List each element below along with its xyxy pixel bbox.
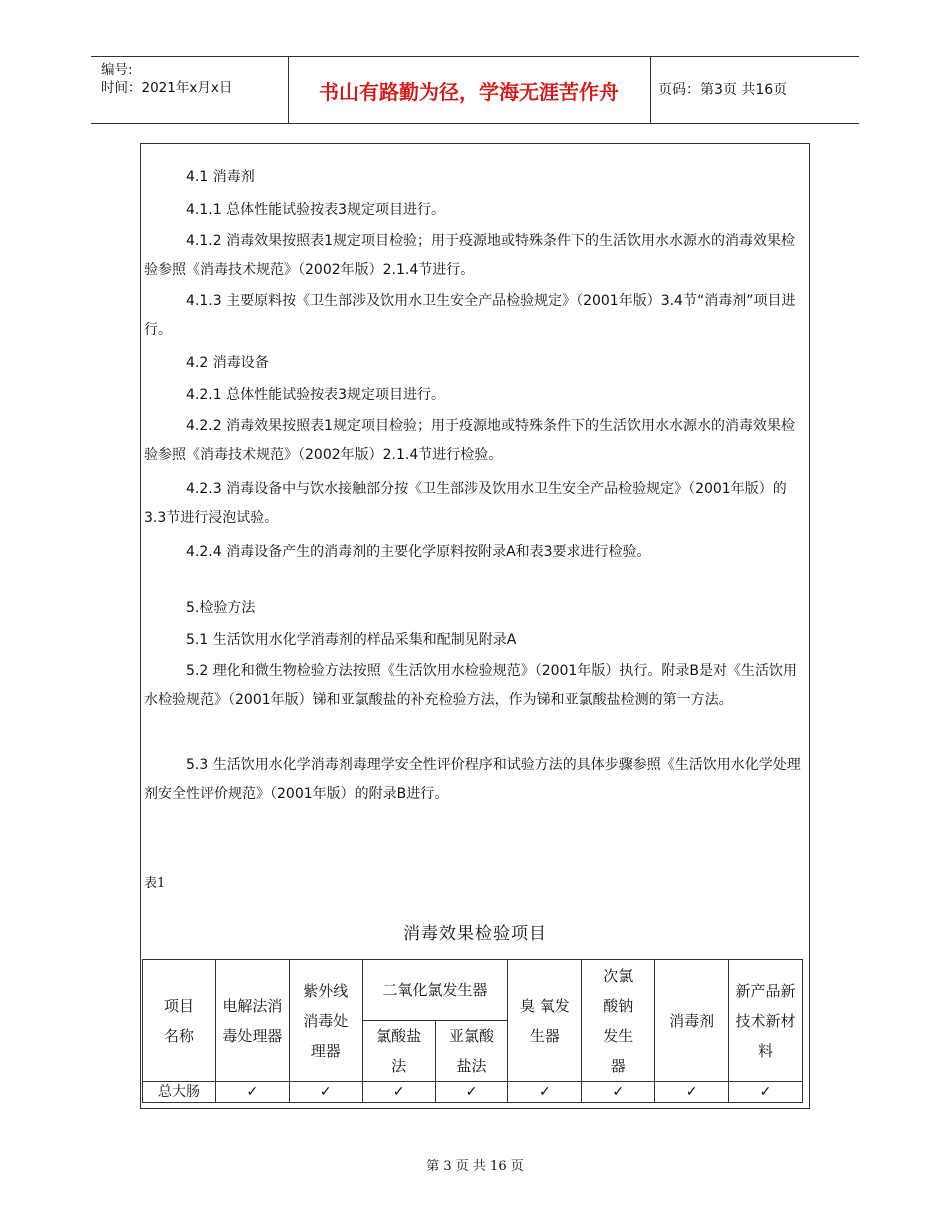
check-mark: ✓ [582, 1082, 655, 1103]
paragraph: 5.1 生活饮用水化学消毒剂的样品采集和配制见附录A [186, 632, 517, 648]
paragraph: 5.2 理化和微生物检验方法按照《生活饮用水检验规范》（2001年版）执行。附录B是对《生活饮用水检验规范》（2001年版）锑和亚氯酸盐的补充检验方法，作为锑和亚氯酸盐检测的第一方法。 [144, 663, 797, 708]
header-new-products: 新产品新技术新材料 [729, 960, 803, 1082]
content-frame [140, 143, 810, 1109]
paragraph: 5.3 生活饮用水化学消毒剂毒理学安全性评价程序和试验方法的具体步骤参照《生活饮用水化学处理剂安全性评价规范》（2001年版）的附录B进行。 [144, 757, 801, 802]
table-title: 消毒效果检验项目 [403, 924, 547, 944]
paragraph: 4.1.1 总体性能试验按表3规定项目进行。 [186, 202, 445, 218]
paragraph: 4.2.2 消毒效果按照表1规定项目检验；用于疫源地或特殊条件下的生活饮用水水源水的消毒效果检验参照《消毒技术规范》（2002年版）2.1.4节进行检验。 [144, 418, 795, 463]
inspection-items-table [142, 959, 803, 1103]
header-chlorite: 亚氯酸盐法 [435, 1021, 508, 1082]
paragraph: 4.1 消毒剂 [186, 169, 255, 185]
number-label: 编号: [101, 62, 133, 78]
row-name: 总大肠 [143, 1082, 216, 1103]
paragraph: 4.1.2 消毒效果按照表1规定项目检验；用于疫源地或特殊条件下的生活饮用水水源水的消毒效果检验参照《消毒技术规范》（2002年版）2.1.4节进行。 [144, 233, 795, 278]
paragraph: 4.2 消毒设备 [186, 355, 269, 371]
page-footer: 第 3 页 共 16 页 [426, 1159, 524, 1174]
header-item-name: 项目名称 [143, 960, 216, 1082]
paragraph: 4.1.3 主要原料按《卫生部涉及饮用水卫生安全产品检验规定》（2001年版）3.4节“消毒剂”项目进行。 [144, 293, 796, 338]
header-divider [650, 57, 651, 123]
paragraph: 5.检验方法 [186, 600, 256, 616]
header-chlorate: 氯酸盐法 [362, 1021, 435, 1082]
header-ozone: 臭 氧发生器 [508, 960, 582, 1082]
check-mark: ✓ [508, 1082, 582, 1103]
paragraph: 4.2.4 消毒设备产生的消毒剂的主要化学原料按附录A和表3要求进行检验。 [186, 544, 651, 560]
paragraph: 4.2.3 消毒设备中与饮水接触部分按《卫生部涉及饮用水卫生安全产品检验规定》（2001年版）的3.3节进行浸泡试验。 [144, 481, 787, 526]
check-mark: ✓ [729, 1082, 803, 1103]
check-mark: ✓ [655, 1082, 729, 1103]
page-header [91, 56, 859, 124]
table-caption: 表1 [144, 876, 166, 891]
paragraph: 4.2.1 总体性能试验按表3规定项目进行。 [186, 387, 445, 403]
header-clo2-generator: 二氧化氯发生器 [362, 960, 508, 1021]
header-disinfectant: 消毒剂 [655, 960, 729, 1082]
table-row [143, 1082, 803, 1103]
check-mark: ✓ [289, 1082, 362, 1103]
header-page-info: 页码：第3页 共16页 [658, 82, 788, 98]
header-hypochlorite: 次氯酸钠发生器 [582, 960, 655, 1082]
check-mark: ✓ [215, 1082, 289, 1103]
check-mark: ✓ [435, 1082, 508, 1103]
time-label: 时间：2021年x月x日 [101, 80, 233, 96]
header-motto: 书山有路勤为径，学海无涯苦作舟 [319, 79, 619, 104]
header-uv: 紫外线消毒处理器 [289, 960, 362, 1082]
header-electrolysis: 电解法消毒处理器 [215, 960, 289, 1082]
check-mark: ✓ [362, 1082, 435, 1103]
header-meta [101, 61, 291, 97]
